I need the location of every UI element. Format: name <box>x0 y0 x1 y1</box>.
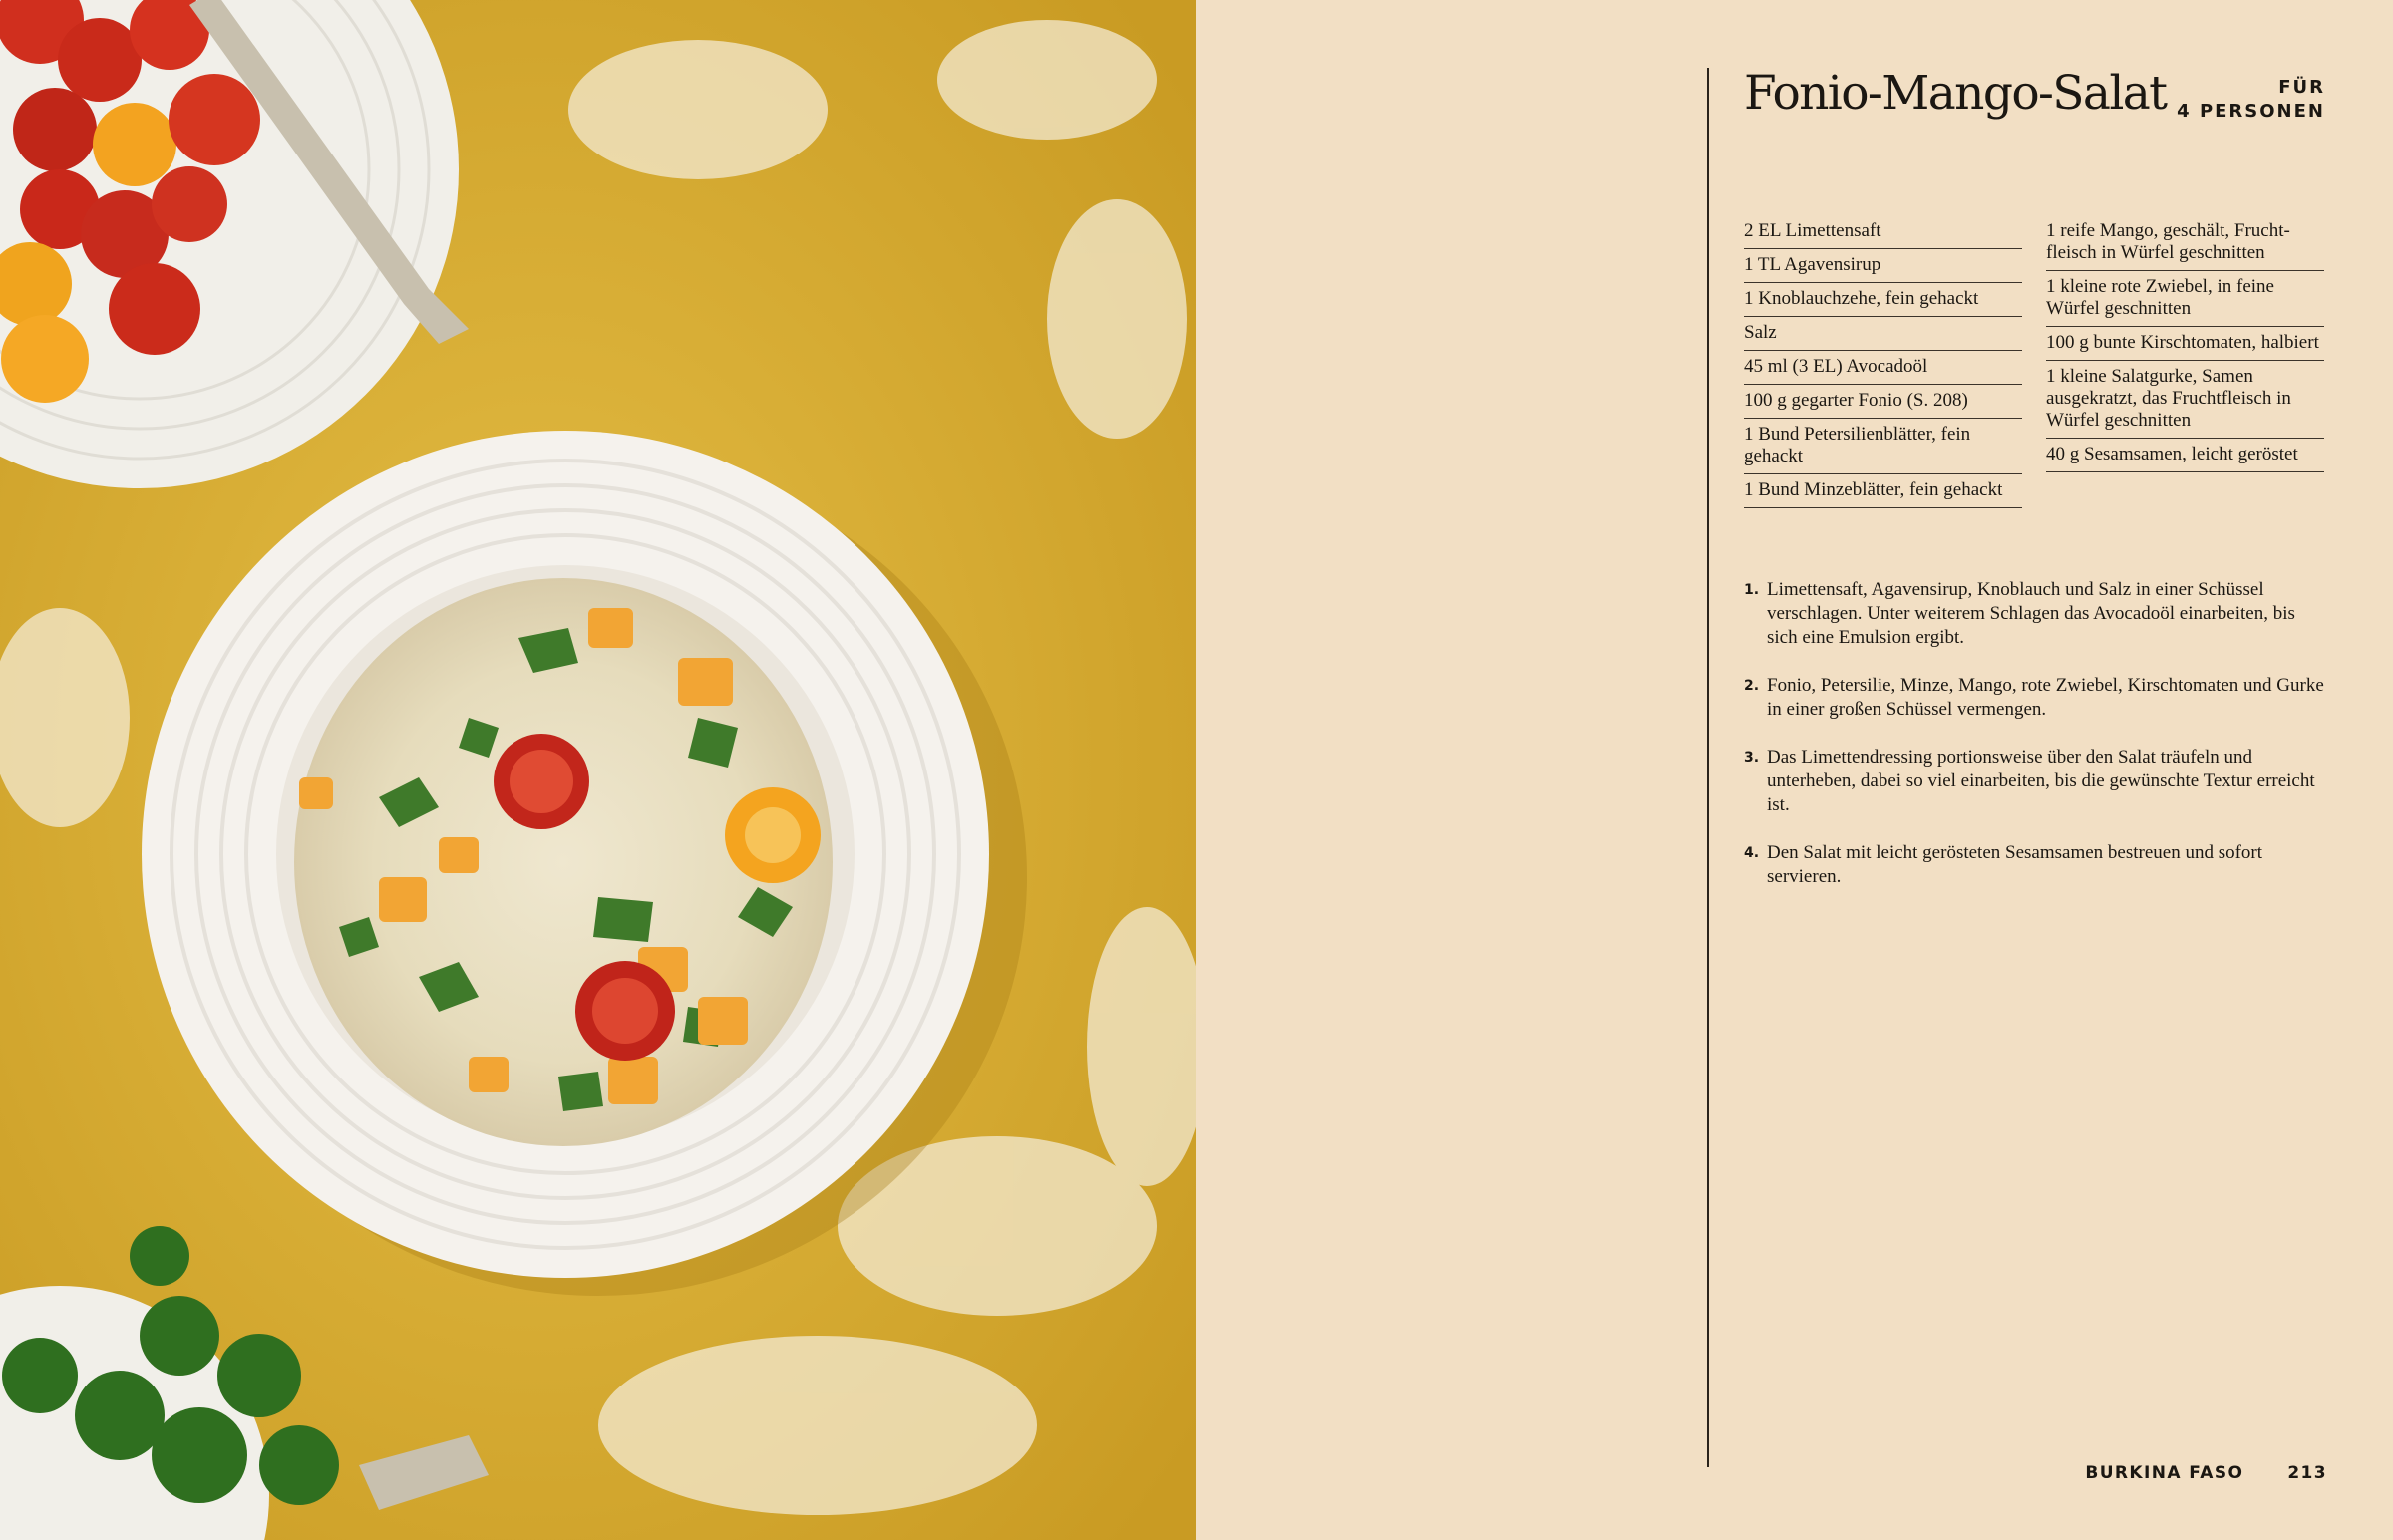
step-item <box>1744 746 2326 817</box>
step-number: 1. <box>1744 582 1760 598</box>
step-number: 2. <box>1744 678 1760 694</box>
vertical-divider <box>1707 68 1709 1467</box>
step-item <box>1744 841 2326 889</box>
step-number: 3. <box>1744 750 1760 766</box>
preparation-steps <box>1744 578 2326 913</box>
recipe-page <box>1196 0 2393 1540</box>
ingredient-item: 1 kleine Salatgurke, Samen ausgekratzt, das Fruchtfleisch in Würfel geschnitten <box>2046 363 2324 439</box>
ingredient-item: 45 ml (3 EL) Avocadoöl <box>1744 353 2022 385</box>
ingredient-list <box>1744 217 2324 510</box>
ingredient-item: 1 TL Agavensirup <box>1744 251 2022 283</box>
servings-line-1: FÜR <box>2278 77 2325 98</box>
ingredient-item: 100 g bunte Kirschtomaten, halbiert <box>2046 329 2324 361</box>
servings-line-2: 4 PERSONEN <box>2177 101 2325 122</box>
chapter-label: BURKINA FASO <box>2085 1463 2244 1483</box>
step-item <box>1744 578 2326 650</box>
ingredient-item: 40 g Sesamsamen, leicht geröstet <box>2046 441 2324 472</box>
ingredient-column-left <box>1744 217 2022 510</box>
step-text: Das Limettendressing portionsweise über den Salat träufeln und unterheben, dabei so viel einarbeiten, bis die gewünschte Textur erreicht ist. <box>1767 747 2315 815</box>
page-number: 213 <box>2287 1463 2327 1483</box>
salad-photo-illustration <box>0 0 1196 1540</box>
page-footer <box>2085 1463 2327 1483</box>
recipe-photo <box>0 0 1196 1540</box>
ingredient-item: 1 Knoblauchzehe, fein gehackt <box>1744 285 2022 317</box>
ingredient-item: Salz <box>1744 319 2022 351</box>
ingredient-item: 2 EL Limettensaft <box>1744 217 2022 249</box>
ingredient-column-right <box>2046 217 2324 510</box>
servings-label <box>2177 76 2325 124</box>
ingredient-item: 1 reife Mango, geschält, Frucht-fleisch in Würfel geschnitten <box>2046 217 2324 271</box>
step-text: Limettensaft, Agavensirup, Knoblauch und Salz in einer Schüssel verschlagen. Unter weiterem Schlagen das Avocadoöl einarbeiten, bis sich eine Emulsion ergibt. <box>1767 579 2295 648</box>
salad-bowl <box>142 431 989 1278</box>
step-item <box>1744 674 2326 722</box>
step-text: Den Salat mit leicht gerösteten Sesamsamen bestreuen und sofort servieren. <box>1767 842 2263 887</box>
recipe-title: Fonio-Mango-Salat <box>1744 66 2167 121</box>
step-number: 4. <box>1744 845 1760 861</box>
ingredient-item: 1 Bund Minzeblätter, fein gehackt <box>1744 476 2022 508</box>
ingredient-item: 1 kleine rote Zwiebel, in feine Würfel geschnitten <box>2046 273 2324 327</box>
ingredient-item: 1 Bund Petersilienblätter, fein gehackt <box>1744 421 2022 474</box>
ingredient-item: 100 g gegarter Fonio (S. 208) <box>1744 387 2022 419</box>
step-text: Fonio, Petersilie, Minze, Mango, rote Zwiebel, Kirschtomaten und Gurke in einer großen Schüssel vermengen. <box>1767 675 2324 720</box>
